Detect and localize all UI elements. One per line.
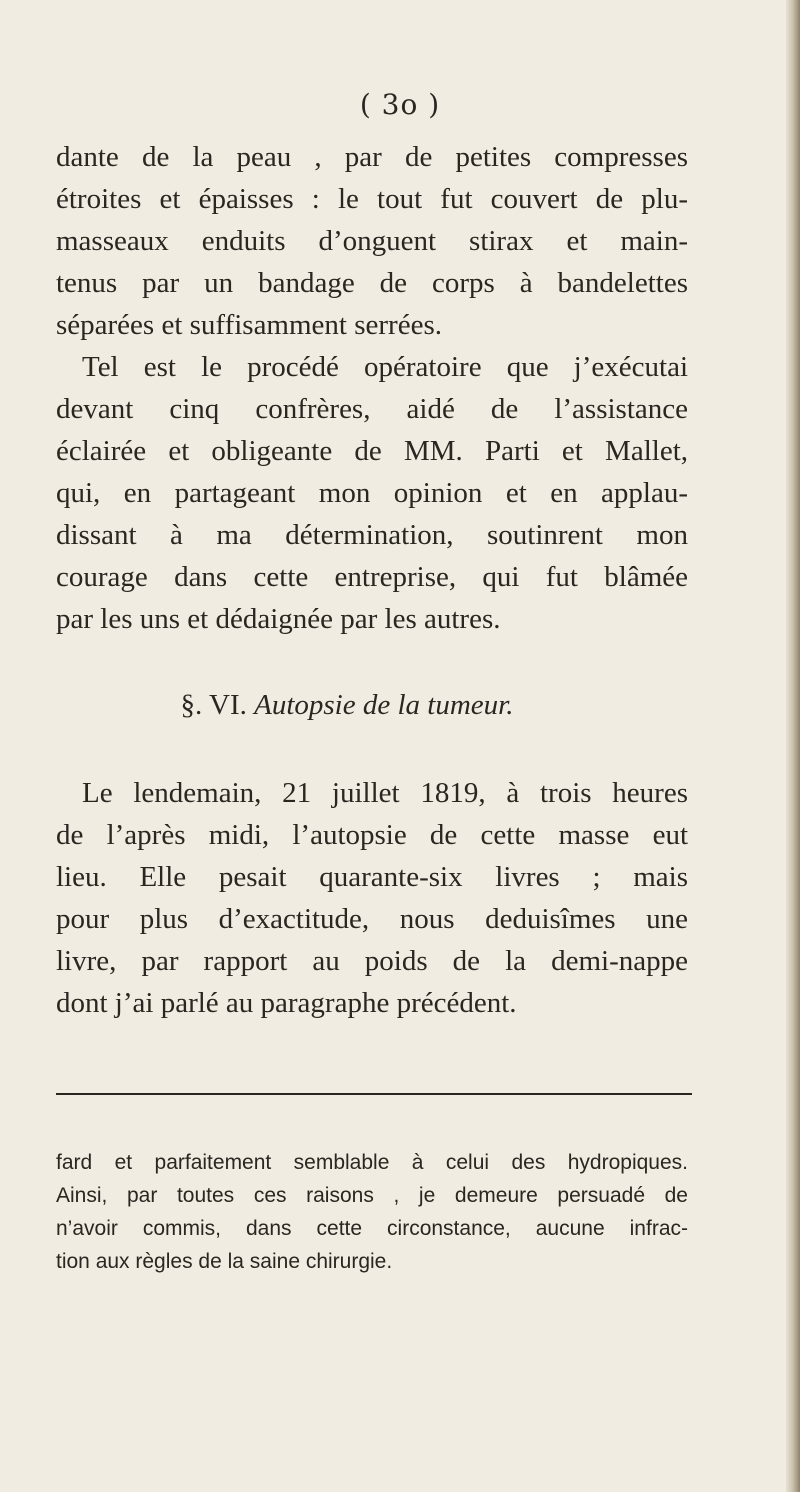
section-title: Autopsie de la tumeur.: [254, 689, 514, 721]
paragraph-3: [56, 772, 688, 1024]
text-line: de l’après midi, l’autopsie de cette masse eut: [56, 819, 688, 851]
text-line: masseaux enduits d’onguent stirax et main-: [56, 225, 688, 257]
text-line: lieu. Elle pesait quarante-six livres ; mais: [56, 861, 688, 893]
text-line: livre, par rapport au poids de la demi-nappe: [56, 945, 688, 977]
footnote-line: tion aux règles de la saine chirurgie.: [56, 1250, 393, 1273]
footnote-line: n’avoir commis, dans cette circonstance, aucune infrac-: [56, 1217, 688, 1240]
section-heading: [56, 684, 688, 726]
text-line: dont j’ai parlé au paragraphe précédent.: [56, 987, 517, 1019]
paragraph-1: [56, 136, 688, 346]
text-line: dante de la peau , par de petites compresses: [56, 141, 688, 173]
footnote-line: fard et parfaitement semblable à celui des hydropiques.: [56, 1151, 688, 1174]
footnote: [56, 1146, 688, 1278]
main-text: [56, 136, 688, 1024]
text-line: qui, en partageant mon opinion et en applau-: [56, 477, 688, 509]
text-line: Le lendemain, 21 juillet 1819, à trois heures: [82, 777, 688, 809]
text-line: courage dans cette entreprise, qui fut blâmée: [56, 561, 688, 593]
page-number-header: ( 3o ): [359, 88, 441, 121]
paragraph-2: [56, 346, 688, 640]
page-edge-shadow: [786, 0, 800, 1492]
footnote-divider: [56, 1093, 692, 1095]
text-line: dissant à ma détermination, soutinrent mon: [56, 519, 688, 551]
text-line: éclairée et obligeante de MM. Parti et Mallet,: [56, 435, 688, 467]
text-line: séparées et suffisamment serrées.: [56, 309, 442, 341]
section-number: §. VI.: [180, 689, 247, 721]
text-line: étroites et épaisses : le tout fut couvert de plu-: [56, 183, 688, 215]
text-line: devant cinq confrères, aidé de l’assistance: [56, 393, 688, 425]
text-line: pour plus d’exactitude, nous deduisîmes une: [56, 903, 688, 935]
text-line: Tel est le procédé opératoire que j’exécutai: [82, 351, 688, 383]
text-line: tenus par un bandage de corps à bandelettes: [56, 267, 688, 299]
footnote-line: Ainsi, par toutes ces raisons , je demeure persuadé de: [56, 1184, 688, 1207]
text-line: par les uns et dédaignée par les autres.: [56, 603, 501, 635]
